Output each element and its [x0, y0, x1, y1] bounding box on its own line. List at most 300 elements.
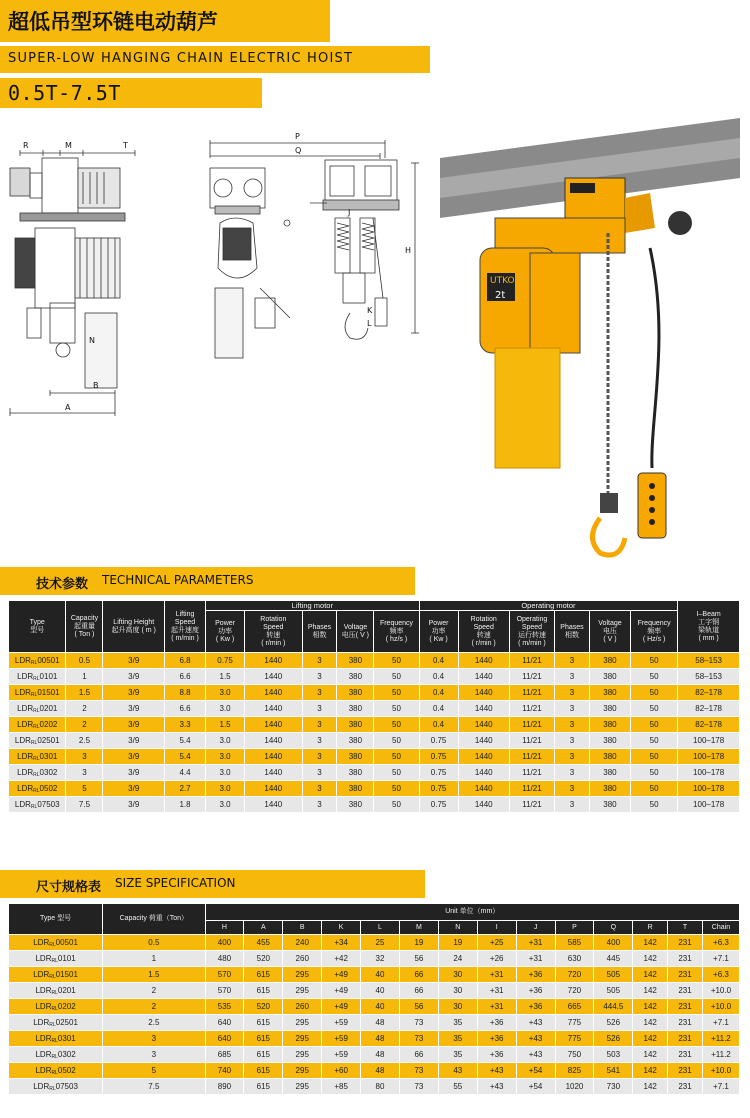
model-prefix: LDR	[14, 687, 31, 697]
size-cell: 630	[555, 951, 594, 967]
model-number: 07503	[55, 1081, 78, 1091]
label-j: J	[348, 208, 351, 217]
size-cell-capacity: 2	[103, 999, 205, 1015]
size-cell: 73	[399, 1063, 438, 1079]
size-cell: 260	[283, 999, 322, 1015]
size-cell: 231	[668, 1031, 703, 1047]
tech-cell-of: 50	[630, 733, 677, 749]
model-prefix: LDR	[35, 985, 52, 995]
size-cell: 740	[205, 1063, 244, 1079]
size-cell: 48	[361, 1063, 400, 1079]
size-cell-capacity: 1.5	[103, 967, 205, 983]
tech-cell-ov: 380	[589, 669, 630, 685]
tech-cell-h: 3/9	[103, 765, 165, 781]
size-row	[9, 1063, 740, 1079]
size-cell: +6.3	[702, 967, 739, 983]
tech-cell-lph: 3	[302, 685, 337, 701]
th-lifting-motor: Lifting motor	[206, 601, 420, 611]
size-cell: +31	[516, 951, 555, 967]
tech-cell-lph: 3	[302, 765, 337, 781]
th-l-phases: Phases 相数	[302, 611, 337, 653]
tech-cell-lv: 380	[337, 653, 374, 669]
size-cell: 231	[668, 1079, 703, 1095]
size-cell: +59	[322, 1047, 361, 1063]
tech-cell-or: 1440	[458, 701, 509, 717]
tech-cell-oph: 3	[555, 765, 590, 781]
size-cell: 142	[633, 1015, 668, 1031]
tech-cell-lv: 380	[337, 669, 374, 685]
label-k: K	[367, 306, 373, 315]
model-sub: RL	[33, 723, 40, 730]
size-cell-capacity: 2	[103, 983, 205, 999]
tech-cell-oph: 3	[555, 749, 590, 765]
tech-cell-beam: 58–153	[678, 653, 740, 669]
tech-cell-lr: 1440	[245, 749, 302, 765]
th-lifting-speed: Lifting Speed 起升速度 ( m/min )	[165, 601, 206, 653]
model-cell	[9, 967, 103, 983]
th-size-col: Chain	[702, 921, 739, 935]
model-cell	[9, 1047, 103, 1063]
size-row	[9, 1079, 740, 1095]
size-row	[9, 999, 740, 1015]
size-cell: 32	[361, 951, 400, 967]
tech-cell-lf: 50	[374, 685, 419, 701]
size-cell: 615	[244, 1015, 283, 1031]
model-cell	[9, 797, 66, 813]
model-prefix: LDR	[33, 1017, 50, 1027]
tech-cell-os: 11/21	[509, 653, 554, 669]
size-cell: 295	[283, 967, 322, 983]
size-cell-capacity: 7.5	[103, 1079, 205, 1095]
size-cell: 665	[555, 999, 594, 1015]
size-cell: 295	[283, 983, 322, 999]
th-o-voltage: Voltage 电压 ( V )	[589, 611, 630, 653]
tech-cell-ov: 380	[589, 701, 630, 717]
size-cell: 640	[205, 1031, 244, 1047]
size-cell: 231	[668, 1015, 703, 1031]
model-sub: RL	[51, 1069, 58, 1076]
tech-cell-lp: 3.0	[206, 781, 245, 797]
size-cell: +25	[477, 935, 516, 951]
model-sub: RL	[30, 739, 38, 746]
size-cell-capacity: 3	[103, 1047, 205, 1063]
size-cell: 73	[399, 1079, 438, 1095]
model-sub: RL	[33, 707, 40, 714]
size-cell: +36	[516, 967, 555, 983]
model-sub: RL	[33, 787, 40, 794]
size-cell: 295	[283, 1079, 322, 1095]
tech-cell-or: 1440	[458, 749, 509, 765]
size-cell: 73	[399, 1015, 438, 1031]
tech-cell-or: 1440	[458, 797, 509, 813]
tech-cell-op: 0.75	[419, 797, 458, 813]
tech-row	[9, 749, 740, 765]
size-title-cn: 尺寸规格表	[36, 880, 102, 895]
size-cell: 142	[633, 983, 668, 999]
size-cell: 444.5	[594, 999, 633, 1015]
tech-cell-lph: 3	[302, 701, 337, 717]
size-cell: +43	[516, 1047, 555, 1063]
model-sub: RL	[30, 691, 38, 698]
model-cell	[9, 1063, 103, 1079]
size-cell: 520	[244, 999, 283, 1015]
tech-cell-op: 0.4	[419, 653, 458, 669]
size-cell: +11.2	[702, 1031, 739, 1047]
size-cell: 455	[244, 935, 283, 951]
model-cell	[9, 685, 66, 701]
tech-cell-lr: 1440	[245, 781, 302, 797]
tech-cell-of: 50	[630, 669, 677, 685]
tech-cell-op: 0.75	[419, 749, 458, 765]
model-number: 0301	[57, 1033, 76, 1043]
tech-cell-or: 1440	[458, 685, 509, 701]
tech-cell-oph: 3	[555, 701, 590, 717]
tech-cell-lp: 3.0	[206, 733, 245, 749]
tech-cell-h: 3/9	[103, 701, 165, 717]
tech-cell-lv: 380	[337, 781, 374, 797]
th-size-col: R	[633, 921, 668, 935]
th-size-type: Type 型号	[9, 904, 103, 935]
model-number: 0302	[39, 767, 58, 777]
tech-cell-op: 0.4	[419, 685, 458, 701]
size-cell-capacity: 0.5	[103, 935, 205, 951]
size-cell: +36	[477, 1015, 516, 1031]
size-cell: 48	[361, 1015, 400, 1031]
model-cell	[9, 749, 66, 765]
tech-cell-beam: 100–178	[678, 797, 740, 813]
tech-cell-of: 50	[630, 781, 677, 797]
tech-cell-lf: 50	[374, 765, 419, 781]
size-cell: 55	[438, 1079, 477, 1095]
tech-row	[9, 653, 740, 669]
tech-cell-cap: 0.5	[66, 653, 103, 669]
tech-cell-cap: 7.5	[66, 797, 103, 813]
th-lifting-height: Lifting Height 起升高度 ( m )	[103, 601, 165, 653]
size-cell: 240	[283, 935, 322, 951]
tech-row	[9, 797, 740, 813]
th-size-col: J	[516, 921, 555, 935]
th-o-power: Power 功率 ( Kw )	[419, 611, 458, 653]
model-prefix: LDR	[17, 767, 34, 777]
size-cell: +43	[516, 1031, 555, 1047]
th-capacity: Capacity 起重量 ( Ton )	[66, 601, 103, 653]
size-cell: 615	[244, 1031, 283, 1047]
tech-cell-or: 1440	[458, 653, 509, 669]
model-cell	[9, 669, 66, 685]
model-sub: RL	[51, 989, 58, 996]
size-cell: +49	[322, 967, 361, 983]
size-specification-table	[8, 903, 740, 1095]
tech-cell-lp: 1.5	[206, 669, 245, 685]
tech-cell-spd: 4.4	[165, 765, 206, 781]
th-o-phases: Phases 相数	[555, 611, 590, 653]
tech-cell-op: 0.75	[419, 733, 458, 749]
size-cell: 295	[283, 1047, 322, 1063]
tech-cell-lf: 50	[374, 797, 419, 813]
model-number: 0201	[57, 985, 76, 995]
tech-cell-h: 3/9	[103, 733, 165, 749]
tech-cell-cap: 5	[66, 781, 103, 797]
tech-cell-ov: 380	[589, 685, 630, 701]
tech-cell-spd: 1.8	[165, 797, 206, 813]
tech-cell-lf: 50	[374, 781, 419, 797]
tech-cell-ov: 380	[589, 733, 630, 749]
tech-cell-of: 50	[630, 765, 677, 781]
tech-cell-lv: 380	[337, 701, 374, 717]
model-sub: RL	[33, 755, 40, 762]
size-cell: 445	[594, 951, 633, 967]
size-cell: +26	[477, 951, 516, 967]
size-cell: 40	[361, 999, 400, 1015]
size-cell: 43	[438, 1063, 477, 1079]
th-size-col: L	[361, 921, 400, 935]
size-row	[9, 951, 740, 967]
hoist-dimension-diagram	[5, 128, 430, 418]
size-cell: 231	[668, 999, 703, 1015]
size-cell: 505	[594, 983, 633, 999]
th-operating-motor: Operating motor	[419, 601, 678, 611]
size-cell: +54	[516, 1063, 555, 1079]
th-size-col: K	[322, 921, 361, 935]
size-cell: 570	[205, 983, 244, 999]
tech-cell-beam: 82–178	[678, 701, 740, 717]
tech-cell-or: 1440	[458, 717, 509, 733]
tech-cell-oph: 3	[555, 653, 590, 669]
model-sub: RL	[30, 659, 38, 666]
hoist-product-photo	[440, 118, 740, 568]
model-cell	[9, 951, 103, 967]
tech-cell-os: 11/21	[509, 749, 554, 765]
size-cell: 526	[594, 1031, 633, 1047]
tech-cell-or: 1440	[458, 669, 509, 685]
model-prefix: LDR	[17, 719, 34, 729]
tech-row	[9, 717, 740, 733]
tech-cell-op: 0.75	[419, 781, 458, 797]
model-number: 07503	[37, 799, 60, 809]
size-cell: 720	[555, 983, 594, 999]
size-cell: 231	[668, 935, 703, 951]
th-i-beam: I–Beam 工字钢 梁轨道 ( mm )	[678, 601, 740, 653]
size-cell: 142	[633, 951, 668, 967]
model-sub: RL	[49, 1085, 56, 1092]
size-cell: 35	[438, 1031, 477, 1047]
size-cell: 231	[668, 983, 703, 999]
size-cell: 48	[361, 1031, 400, 1047]
th-size-col: A	[244, 921, 283, 935]
size-cell: 73	[399, 1031, 438, 1047]
label-t: T	[123, 141, 128, 150]
size-cell: 505	[594, 967, 633, 983]
th-type: Type 型号	[9, 601, 66, 653]
tech-cell-h: 3/9	[103, 653, 165, 669]
tech-cell-lf: 50	[374, 701, 419, 717]
size-row	[9, 1031, 740, 1047]
size-cell-capacity: 3	[103, 1031, 205, 1047]
tech-cell-ov: 380	[589, 797, 630, 813]
th-l-frequency: Frequency 频率 ( hz/s )	[374, 611, 419, 653]
th-size-col: T	[668, 921, 703, 935]
tech-cell-h: 3/9	[103, 781, 165, 797]
model-cell	[9, 1079, 103, 1095]
size-cell: 615	[244, 983, 283, 999]
size-cell: +59	[322, 1031, 361, 1047]
model-prefix: LDR	[14, 655, 31, 665]
model-cell	[9, 935, 103, 951]
tech-cell-lv: 380	[337, 685, 374, 701]
size-cell: 142	[633, 1047, 668, 1063]
tech-cell-beam: 82–178	[678, 717, 740, 733]
size-cell: +43	[477, 1063, 516, 1079]
tech-cell-lph: 3	[302, 653, 337, 669]
size-cell: 615	[244, 1079, 283, 1095]
tech-cell-cap: 2	[66, 701, 103, 717]
tech-cell-lv: 380	[337, 733, 374, 749]
title-cn: 超低吊型环链电动葫芦	[8, 10, 218, 34]
size-cell: +59	[322, 1015, 361, 1031]
size-cell: 480	[205, 951, 244, 967]
size-cell: 615	[244, 967, 283, 983]
tech-cell-lph: 3	[302, 749, 337, 765]
model-number: 0302	[57, 1049, 76, 1059]
model-prefix: LDR	[17, 671, 34, 681]
model-cell	[9, 983, 103, 999]
title-cn-bar	[0, 0, 330, 42]
th-size-col: B	[283, 921, 322, 935]
size-cell: 35	[438, 1015, 477, 1031]
label-h: H	[405, 246, 412, 255]
label-l: L	[367, 319, 372, 328]
model-sub: RL	[30, 803, 38, 810]
model-prefix: LDR	[35, 1001, 52, 1011]
tech-cell-lr: 1440	[245, 733, 302, 749]
size-cell: 66	[399, 983, 438, 999]
size-cell-capacity: 5	[103, 1063, 205, 1079]
tech-cell-ov: 380	[589, 717, 630, 733]
size-cell: 640	[205, 1015, 244, 1031]
size-cell: 750	[555, 1047, 594, 1063]
tech-cell-lr: 1440	[245, 669, 302, 685]
model-cell	[9, 733, 66, 749]
tech-cell-op: 0.4	[419, 717, 458, 733]
tech-cell-beam: 100–178	[678, 749, 740, 765]
size-cell: 400	[594, 935, 633, 951]
tech-cell-h: 3/9	[103, 685, 165, 701]
size-cell: 25	[361, 935, 400, 951]
size-cell: 685	[205, 1047, 244, 1063]
tech-cell-lv: 380	[337, 765, 374, 781]
tech-cell-spd: 2.7	[165, 781, 206, 797]
tech-cell-os: 11/21	[509, 733, 554, 749]
size-cell: 142	[633, 1063, 668, 1079]
size-cell: 231	[668, 951, 703, 967]
th-size-col: N	[438, 921, 477, 935]
tech-cell-of: 50	[630, 749, 677, 765]
model-prefix: LDR	[35, 953, 52, 963]
tech-cell-oph: 3	[555, 781, 590, 797]
model-number: 00501	[37, 655, 60, 665]
tech-cell-os: 11/21	[509, 797, 554, 813]
size-cell: +36	[477, 1031, 516, 1047]
size-cell: +85	[322, 1079, 361, 1095]
size-cell: 142	[633, 935, 668, 951]
tech-cell-lph: 3	[302, 781, 337, 797]
tech-cell-spd: 8.8	[165, 685, 206, 701]
tech-cell-lph: 3	[302, 669, 337, 685]
size-cell: +31	[516, 935, 555, 951]
tech-cell-lph: 3	[302, 733, 337, 749]
tech-cell-lr: 1440	[245, 765, 302, 781]
model-prefix: LDR	[35, 1065, 52, 1075]
size-section-bar	[0, 870, 425, 898]
model-number: 01501	[55, 969, 78, 979]
model-number: 0502	[39, 783, 58, 793]
size-cell: +31	[477, 967, 516, 983]
size-cell: 615	[244, 1047, 283, 1063]
size-cell: +31	[477, 983, 516, 999]
model-prefix: LDR	[14, 799, 31, 809]
tech-cell-oph: 3	[555, 685, 590, 701]
tech-cell-h: 3/9	[103, 669, 165, 685]
size-cell: +34	[322, 935, 361, 951]
tech-row	[9, 765, 740, 781]
size-cell: +43	[516, 1015, 555, 1031]
model-number: 0101	[39, 671, 58, 681]
model-sub: RL	[33, 675, 40, 682]
size-cell: 66	[399, 1047, 438, 1063]
model-prefix: LDR	[14, 735, 31, 745]
size-cell: +49	[322, 999, 361, 1015]
model-number: 01501	[37, 687, 60, 697]
size-cell: 35	[438, 1047, 477, 1063]
tech-cell-os: 11/21	[509, 701, 554, 717]
tech-title-en: TECHNICAL PARAMETERS	[102, 573, 254, 587]
tech-cell-spd: 5.4	[165, 733, 206, 749]
size-cell: 400	[205, 935, 244, 951]
tech-cell-os: 11/21	[509, 685, 554, 701]
tech-cell-cap: 1	[66, 669, 103, 685]
tech-cell-of: 50	[630, 701, 677, 717]
tech-cell-os: 11/21	[509, 765, 554, 781]
tech-cell-lp: 3.0	[206, 701, 245, 717]
size-cell: 615	[244, 1063, 283, 1079]
size-cell: +7.1	[702, 1015, 739, 1031]
label-q: Q	[295, 146, 302, 155]
tech-section-bar	[0, 567, 415, 595]
tech-cell-ov: 380	[589, 653, 630, 669]
size-cell: +7.1	[702, 1079, 739, 1095]
size-cell: 231	[668, 1047, 703, 1063]
tech-cell-lr: 1440	[245, 685, 302, 701]
model-cell	[9, 765, 66, 781]
th-o-frequency: Frequency 频率 ( Hz/s )	[630, 611, 677, 653]
tech-cell-oph: 3	[555, 717, 590, 733]
tech-cell-beam: 100–178	[678, 781, 740, 797]
size-cell: 231	[668, 967, 703, 983]
tech-row	[9, 669, 740, 685]
tech-cell-lp: 1.5	[206, 717, 245, 733]
model-cell	[9, 653, 66, 669]
tech-cell-of: 50	[630, 685, 677, 701]
tech-cell-h: 3/9	[103, 717, 165, 733]
size-cell: 295	[283, 1031, 322, 1047]
tech-cell-lv: 380	[337, 749, 374, 765]
tech-cell-oph: 3	[555, 797, 590, 813]
model-number: 0502	[57, 1065, 76, 1075]
tech-cell-lv: 380	[337, 797, 374, 813]
th-l-power: Power 功率 ( Kw )	[206, 611, 245, 653]
tech-cell-os: 11/21	[509, 781, 554, 797]
capacity-range: 0.5T-7.5T	[8, 81, 121, 105]
